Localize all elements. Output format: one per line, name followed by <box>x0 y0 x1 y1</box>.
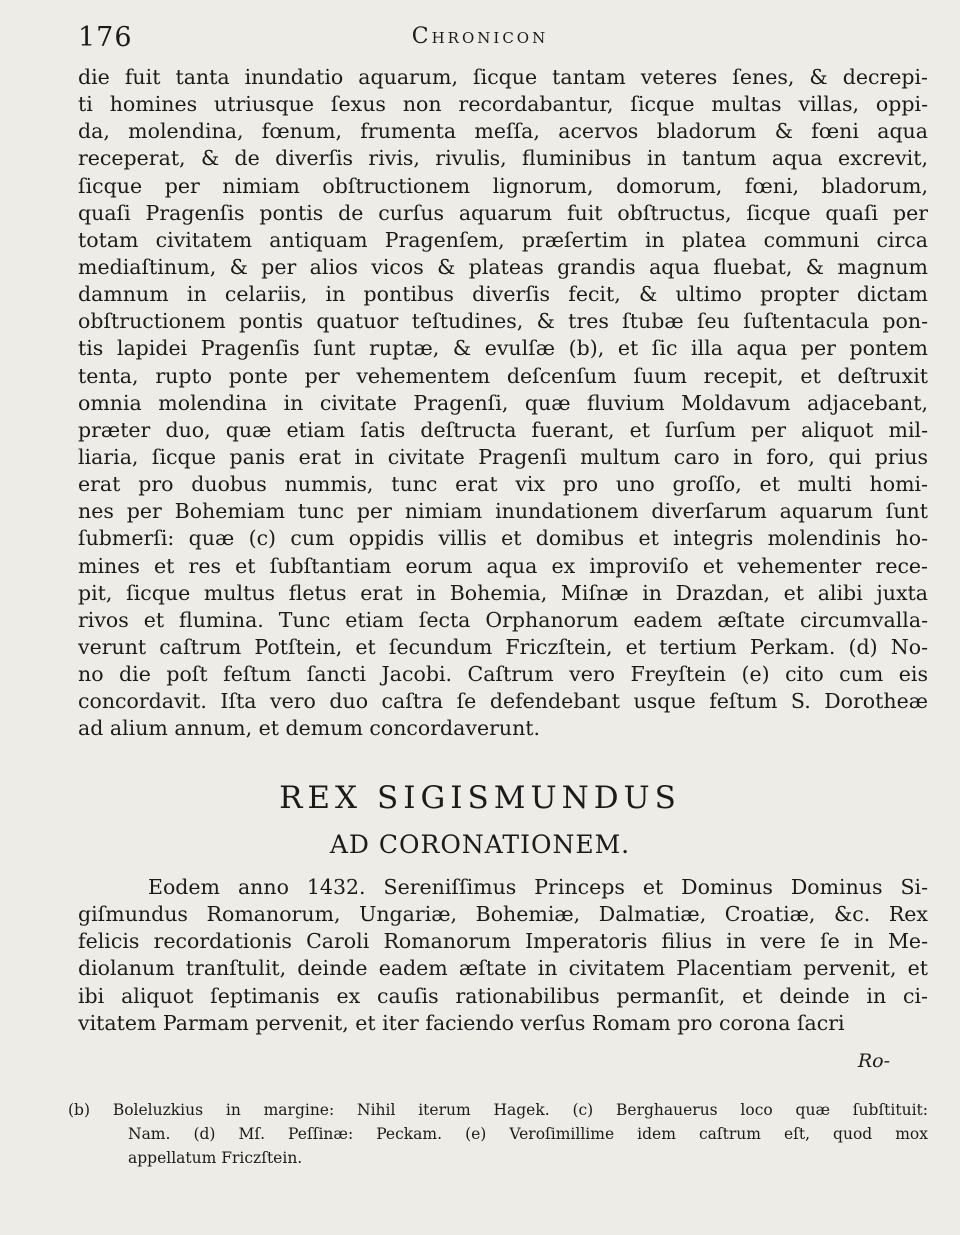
text-line: ſubmerſi: quæ (c) cum oppidis villis et domibus et integris molendinis ho- <box>78 526 928 551</box>
footnotes <box>68 1098 928 1170</box>
text-line: totam civitatem antiquam Pragenſem, præſertim in platea communi circa <box>78 227 928 252</box>
text-line: damnum in celariis, in pontibus diverſis fecit, & ultimo propter dictam <box>78 282 928 307</box>
text-line: ſicque per nimiam obſtructionem lignorum, domorum, fœni, bladorum, <box>78 173 928 198</box>
text-line: tis lapidei Pragenſis ſunt ruptæ, & evulſæ (b), et ſic illa aqua per pontem <box>78 336 928 361</box>
text-line: omnia molendina in civitate Pragenſi, quæ fluvium Moldavum adjacebant, <box>78 390 928 415</box>
text-line: concordavit. Iſta vero duo caſtra ſe defendebant usque feſtum S. Dorotheæ <box>78 689 928 714</box>
catchword: Ro- <box>857 1050 890 1072</box>
text-line: da, molendina, fœnum, frumenta meſſa, acervos bladorum & fœni aqua <box>78 119 928 144</box>
text-line: vitatem Parmam pervenit, et iter faciendo verſus Romam pro corona ſacri <box>78 1010 845 1035</box>
text-line: Eodem anno 1432. Sereniſſimus Princeps et Dominus Dominus Si- <box>148 875 928 899</box>
section-title: REX SIGISMUNDUS <box>279 780 681 816</box>
footnote-line: appellatum Friczſtein. <box>128 1149 303 1167</box>
text-line: liaria, ſicque panis erat in civitate Pragenſi multum caro in foro, qui prius <box>78 444 928 469</box>
footnote-line: (b) Boleluzkius in margine: Nihil iterum Hagek. (c) Berghauerus loco quæ ſubſtituit: <box>68 1101 928 1119</box>
text-line: giſmundus Romanorum, Ungariæ, Bohemiæ, Dalmatiæ, Croatiæ, &c. Rex <box>78 902 928 927</box>
text-line: pit, ſicque multus fletus erat in Bohemia, Miſnæ in Drazdan, et alibi juxta <box>78 580 928 605</box>
text-line: nes per Bohemiam tunc per nimiam inundationem diverſarum aquarum ſunt <box>78 499 928 524</box>
footnote-line: Nam. (d) Mſ. Peſſinæ: Peckam. (e) Veroſimillime idem caſtrum eſt, quod mox <box>128 1125 928 1143</box>
text-line: ad alium annum, et demum concordaverunt. <box>78 716 541 741</box>
section-text <box>78 874 928 1037</box>
text-line: die fuit tanta inundatio aquarum, ſicque tantam veteres ſenes, & decrepi- <box>78 65 928 89</box>
text-line: erat pro duobus nummis, tunc erat vix pro uno groſſo, et multi homi- <box>78 472 928 497</box>
text-line: ti homines utriusque ſexus non recordabantur, ſicque multas villas, oppi- <box>78 92 928 117</box>
page-number: 176 <box>78 22 133 53</box>
text-line: receperat, & de diverſis rivis, rivulis, fluminibus in tantum aqua excrevit, <box>78 146 928 171</box>
text-line: quaſi Pragenſis pontis de curſus aquarum fuit obſtructus, ſicque quaſi per <box>78 200 928 225</box>
page-header <box>0 18 960 58</box>
text-line: no die poſt feſtum ſancti Jacobi. Caſtrum vero Freyſtein (e) cito cum eis <box>78 662 928 687</box>
text-line: diolanum tranſtulit, deinde eadem æſtate in civitatem Placentiam pervenit, et <box>78 956 928 981</box>
text-line: tenta, rupto ponte per vehementem deſcenſum ſuum recepit, et deſtruxit <box>78 363 928 388</box>
running-head: Chronicon <box>411 24 549 49</box>
text-line: præter duo, quæ etiam ſatis deſtructa fuerant, et ſurſum per aliquot mil- <box>78 417 928 442</box>
text-line: rivos et flumina. Tunc etiam ſecta Orphanorum eadem æſtate circumvalla- <box>78 607 928 632</box>
text-line: felicis recordationis Caroli Romanorum Imperatoris filius in vere ſe in Me- <box>78 929 928 954</box>
text-line: obſtructionem pontis quatuor teſtudines, & tres ſtubæ ſeu ſuſtentacula pon- <box>78 309 928 334</box>
text-line: ibi aliquot ſeptimanis ex cauſis rationabilibus permanſit, et deinde in ci- <box>78 983 928 1008</box>
text-line: verunt caſtrum Potſtein, et ſecundum Friczſtein, et tertium Perkam. (d) No- <box>78 634 928 659</box>
text-line: mines et res et ſubſtantiam eorum aqua ex improviſo et vehementer rece- <box>78 553 928 578</box>
main-text <box>78 64 928 743</box>
section-subtitle: AD CORONATIONEM. <box>329 830 631 859</box>
text-line: mediaſtinum, & per alios vicos & plateas grandis aqua fluebat, & magnum <box>78 254 928 279</box>
